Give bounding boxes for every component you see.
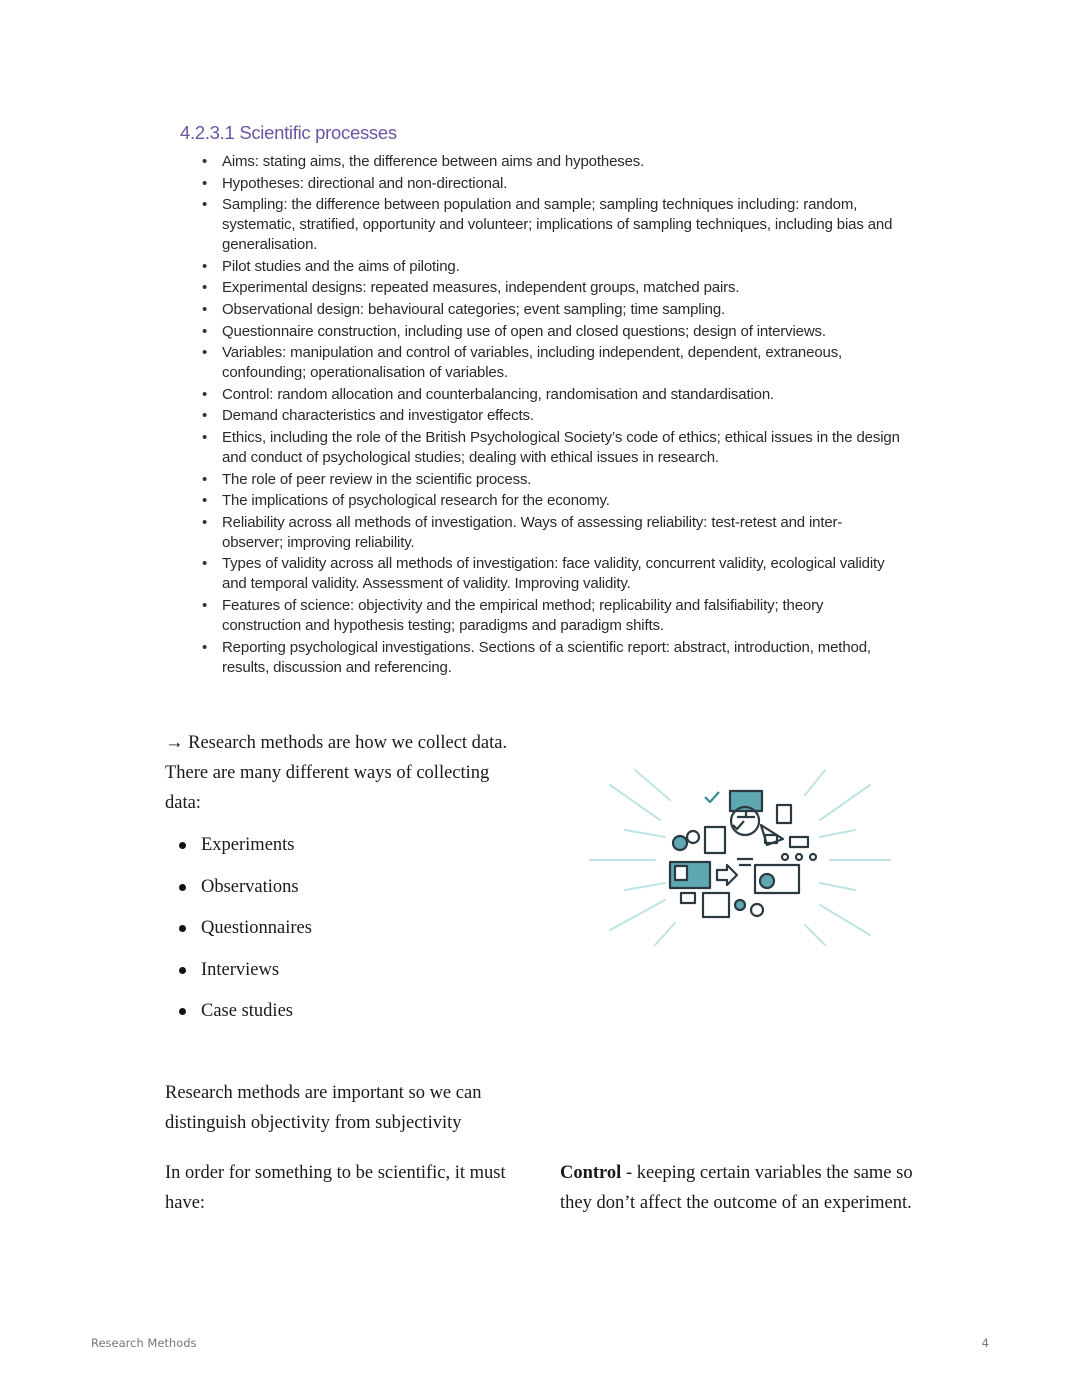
spec-item: • The role of peer review in the scientific process. — [222, 470, 900, 490]
spec-item: • Reporting psychological investigations. Sections of a scientific report: abstract, introduction, method, results, discussion and referencing. — [222, 638, 900, 678]
spec-item: • Types of validity across all methods of investigation: face validity, concurrent validity, ecological validity and temporal validity. Assessment of validity. Improving validity. — [222, 554, 900, 594]
importance-paragraph: Research methods are important so we can distinguish objectivity from subjectivity — [165, 1083, 482, 1133]
spec-item: • Experimental designs: repeated measures, independent groups, matched pairs. — [222, 278, 900, 298]
spec-item: • Reliability across all methods of investigation. Ways of assessing reliability: test-retest and inter-observer; improving reliability. — [222, 513, 900, 553]
spec-item: • Observational design: behavioural categories; event sampling; time sampling. — [222, 300, 900, 320]
spec-item: • Pilot studies and the aims of piloting. — [222, 257, 900, 277]
method-item: Case studies — [165, 996, 312, 1038]
methods-list — [165, 830, 312, 1038]
spec-item: • Aims: stating aims, the difference between aims and hypotheses. — [222, 152, 900, 172]
method-item: Questionnaires — [165, 913, 312, 955]
spec-list — [180, 152, 900, 678]
control-term: Control — [560, 1163, 622, 1183]
spec-heading: 4.2.3.1 Scientific processes — [180, 122, 397, 143]
spec-extract — [180, 122, 900, 679]
spec-item: • Hypotheses: directional and non-directional. — [222, 174, 900, 194]
spec-item: • The implications of psychological research for the economy. — [222, 491, 900, 511]
spec-item: • Control: random allocation and counterbalancing, randomisation and standardisation. — [222, 385, 900, 405]
intro-paragraph: → Research methods are how we collect data. There are many different ways of collecting data: — [165, 733, 508, 813]
spec-item: • Ethics, including the role of the British Psychological Society’s code of ethics; ethical issues in the design and conduct of psychological studies; dealing with ethical issues in research. — [222, 428, 900, 468]
method-item: Observations — [165, 872, 312, 914]
spec-item: • Demand characteristics and investigator effects. — [222, 406, 900, 426]
spec-item: • Features of science: objectivity and the empirical method; replicability and falsifiability; theory construction and hypothesis testing; paradigms and paradigm shifts. — [222, 596, 900, 636]
control-definition-text: - keeping certain variables the same so they don’t affect the outcome of an experiment. — [560, 1163, 913, 1213]
method-item: Experiments — [165, 830, 312, 872]
research-icons-illustration — [585, 765, 895, 955]
scientific-paragraph: In order for something to be scientific, it must have: — [165, 1163, 506, 1213]
spec-item: • Questionnaire construction, including use of open and closed questions; design of interviews. — [222, 322, 900, 342]
footer-title: Research Methods — [91, 1336, 197, 1350]
spec-item: • Variables: manipulation and control of variables, including independent, dependent, extraneous, confounding; operationalisation of variables. — [222, 343, 900, 383]
page-number: 4 — [981, 1336, 989, 1350]
illustration-icon — [585, 765, 895, 955]
spec-item: • Sampling: the difference between population and sample; sampling techniques including: random, systematic, stratified, opportunity and volunteer; implications of sampling techniques, including bias and generalisation. — [222, 195, 900, 255]
method-item: Interviews — [165, 955, 312, 997]
control-definition — [560, 1158, 920, 1218]
